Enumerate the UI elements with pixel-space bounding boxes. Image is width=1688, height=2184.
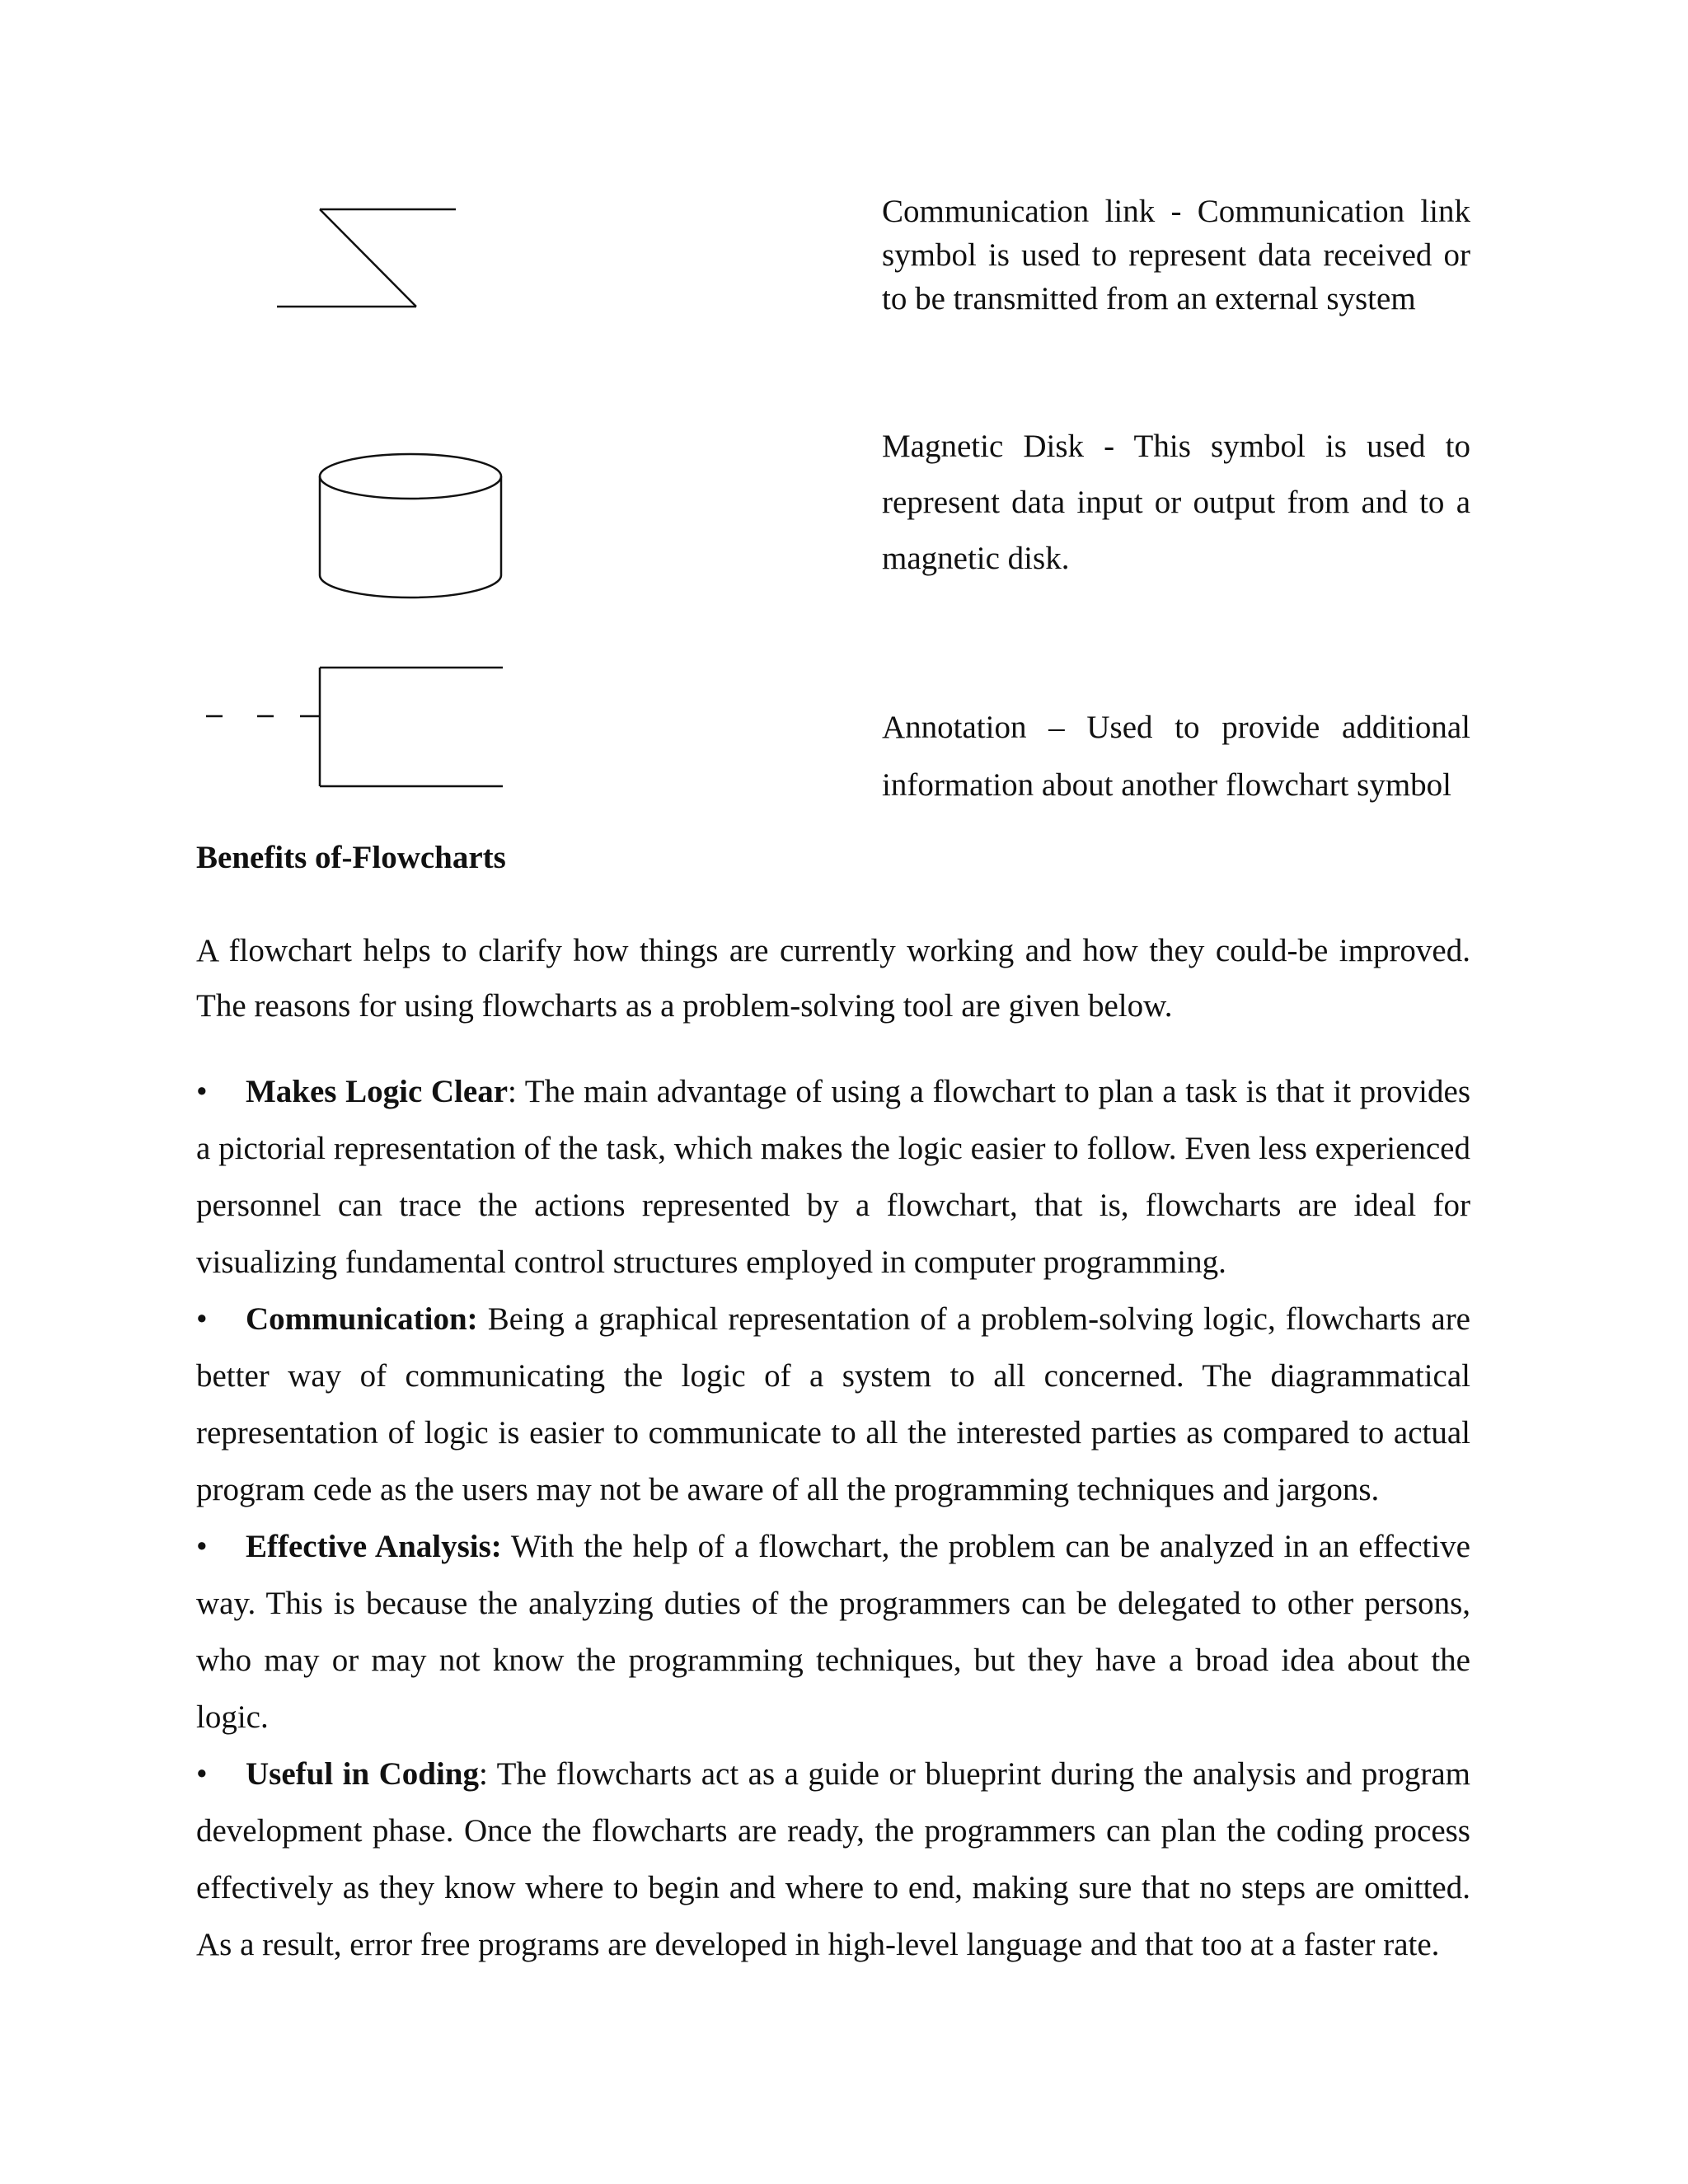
benefits-list <box>196 1063 1470 1973</box>
bullet-separator: : <box>508 1074 517 1109</box>
bullet-title: Useful in Coding <box>246 1756 479 1792</box>
intro-paragraph: A flowchart helps to clarify how things are currently working and how they could-be improved. The reasons for using flowcharts as a problem-solving tool are given below. <box>196 933 1470 1024</box>
bullet-text: Being a graphical representation of a problem-solving logic, flowcharts are better way of communicating the logic of a system to all concerned. The diagrammatical representation of logic is easier to communicate to all the interested parties as compared to actual program cede as the users may not be aware of all the programming techniques and jargons. <box>196 1301 1470 1507</box>
bullet-separator: : <box>478 1756 488 1792</box>
annotation-symbol-icon <box>203 663 508 794</box>
list-item <box>196 1746 1470 1973</box>
section-heading: Benefits of-Flowcharts <box>196 840 506 875</box>
bullet-icon: • <box>196 1529 208 1564</box>
bullet-icon: • <box>196 1756 208 1792</box>
annotation-description: Annotation – Used to provide additional information about another flowchart symbol <box>882 710 1470 803</box>
list-item <box>196 1518 1470 1746</box>
bullet-text: The flowcharts act as a guide or blueprint during the analysis and program development phase. Once the flowcharts are ready, the programmers can plan the coding process effectively as they know where to begin and where to end, making sure that no steps are omitted. As a result, error free programs are developed in high-level language and that too at a faster rate. <box>196 1756 1470 1962</box>
bullet-title: Effective Analysis: <box>246 1529 502 1564</box>
bullet-text: With the help of a flowchart, the problem can be analyzed in an effective way. This is because the analyzing duties of the programmers can be delegated to other persons, who may or may not know the programming techniques, but they have a broad idea about the logic. <box>196 1529 1470 1735</box>
bullet-text: The main advantage of using a flowchart to plan a task is that it provides a pictorial representation of the task, which makes the logic easier to follow. Even less experienced personnel can trace the actions represented by a flowchart, that is, flowcharts are ideal for visualizing fundamental control structures employed in computer programming. <box>196 1074 1470 1280</box>
list-item <box>196 1063 1470 1291</box>
magnetic-disk-description: Magnetic Disk - This symbol is used to represent data input or output from and to a magnetic disk. <box>882 429 1470 576</box>
bullet-icon: • <box>196 1301 208 1337</box>
bullet-title: Makes Logic Clear <box>246 1074 509 1109</box>
magnetic-disk-symbol-icon <box>315 450 506 603</box>
communication-link-description: Communication link - Communication link symbol is used to represent data received or to be transmitted from an external system <box>882 194 1470 316</box>
bullet-icon: • <box>196 1074 208 1109</box>
bullet-title: Communication: <box>246 1301 478 1337</box>
communication-link-symbol-icon <box>272 204 462 312</box>
list-item <box>196 1291 1470 1518</box>
